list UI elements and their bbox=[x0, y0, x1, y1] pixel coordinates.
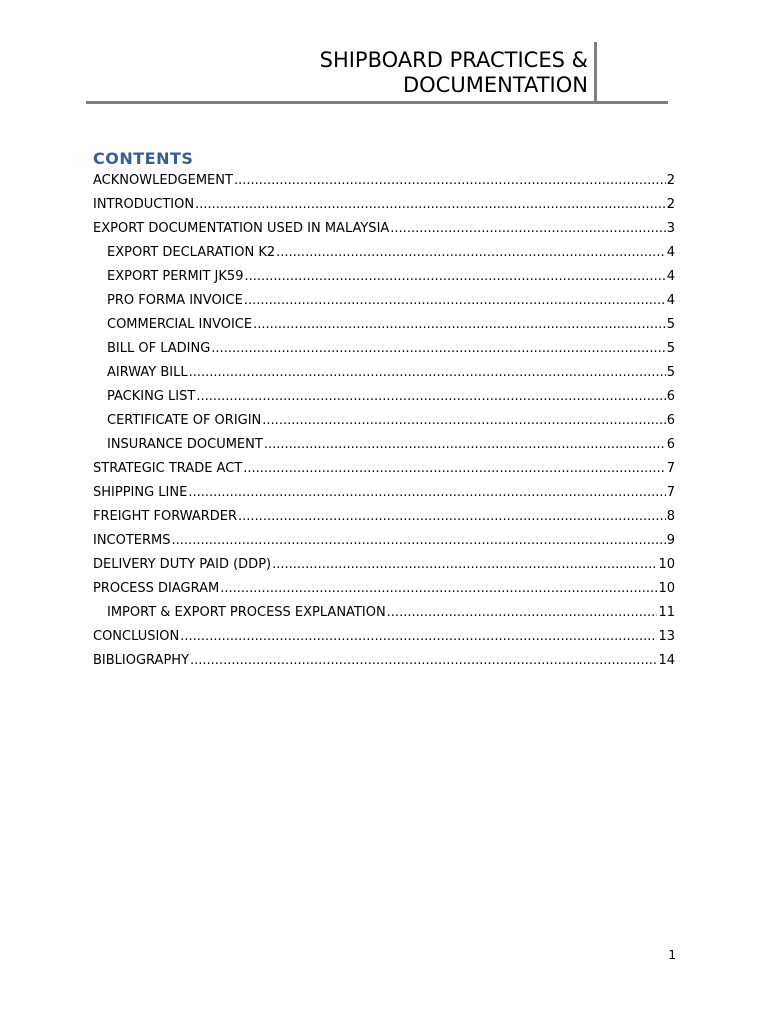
toc-entry-title: CERTIFICATE OF ORIGIN bbox=[107, 413, 262, 428]
toc-entry-title: PROCESS DIAGRAM bbox=[93, 581, 220, 596]
toc-entry-page-number: 4 bbox=[666, 293, 675, 308]
toc-entry[interactable] bbox=[93, 337, 675, 361]
toc-entry-page-number: 9 bbox=[666, 533, 675, 548]
toc-dot-leader bbox=[234, 169, 666, 193]
toc-entry-title: PACKING LIST bbox=[107, 389, 196, 404]
toc-entry[interactable] bbox=[93, 217, 675, 241]
toc-entry-page-number: 11 bbox=[658, 605, 675, 620]
toc-entry[interactable] bbox=[93, 649, 675, 673]
toc-entry-title: SHIPPING LINE bbox=[93, 485, 188, 500]
toc-entry[interactable] bbox=[93, 361, 675, 385]
toc-entry-title: COMMERCIAL INVOICE bbox=[107, 317, 253, 332]
toc-entry-page-number: 4 bbox=[666, 269, 675, 284]
toc-dot-leader bbox=[180, 625, 657, 649]
toc-dot-leader bbox=[190, 649, 657, 673]
toc-dot-leader bbox=[220, 577, 657, 601]
toc-entry-title: INTRODUCTION bbox=[93, 197, 195, 212]
contents-heading: CONTENTS bbox=[93, 149, 194, 168]
toc-entry-title: INSURANCE DOCUMENT bbox=[107, 437, 263, 452]
toc-entry[interactable] bbox=[93, 433, 675, 457]
toc-dot-leader bbox=[196, 385, 665, 409]
toc-entry-page-number: 14 bbox=[658, 653, 675, 668]
toc-entry-title: ACKNOWLEDGEMENT bbox=[93, 173, 233, 188]
toc-entry[interactable] bbox=[93, 625, 675, 649]
toc-entry-page-number: 2 bbox=[666, 197, 675, 212]
toc-entry-title: AIRWAY BILL bbox=[107, 365, 188, 380]
toc-entry-title: EXPORT DECLARATION K2 bbox=[107, 245, 276, 260]
toc-dot-leader bbox=[276, 241, 666, 265]
toc-dot-leader bbox=[387, 601, 658, 625]
toc-entry[interactable] bbox=[93, 601, 675, 625]
toc-dot-leader bbox=[262, 409, 665, 433]
toc-dot-leader bbox=[243, 457, 665, 481]
toc-entry-page-number: 5 bbox=[666, 317, 675, 332]
toc-dot-leader bbox=[253, 313, 666, 337]
document-title-line-1: SHIPBOARD PRACTICES & bbox=[319, 48, 588, 72]
toc-entry[interactable] bbox=[93, 505, 675, 529]
toc-dot-leader bbox=[172, 529, 666, 553]
toc-dot-leader bbox=[272, 553, 657, 577]
toc-dot-leader bbox=[188, 481, 665, 505]
toc-entry-page-number: 10 bbox=[658, 557, 675, 572]
toc-dot-leader bbox=[264, 433, 666, 457]
toc-entry-page-number: 6 bbox=[666, 437, 675, 452]
toc-entry-page-number: 5 bbox=[666, 341, 675, 356]
toc-entry[interactable] bbox=[93, 529, 675, 553]
document-title bbox=[320, 48, 588, 98]
toc-entry-title: EXPORT PERMIT JK59 bbox=[107, 269, 244, 284]
toc-entry-page-number: 5 bbox=[666, 365, 675, 380]
toc-entry-page-number: 4 bbox=[666, 245, 675, 260]
toc-entry-title: INCOTERMS bbox=[93, 533, 171, 548]
toc-entry[interactable] bbox=[93, 409, 675, 433]
toc-entry[interactable] bbox=[93, 241, 675, 265]
header-vertical-divider bbox=[594, 42, 597, 102]
toc-entry-page-number: 8 bbox=[666, 509, 675, 524]
toc-entry-page-number: 7 bbox=[666, 461, 675, 476]
document-title-line-2: DOCUMENTATION bbox=[402, 73, 588, 97]
toc-entry[interactable] bbox=[93, 385, 675, 409]
toc-entry-title: DELIVERY DUTY PAID (DDP) bbox=[93, 557, 272, 572]
toc-dot-leader bbox=[211, 337, 665, 361]
toc-entry-title: BIBLIOGRAPHY bbox=[93, 653, 190, 668]
toc-dot-leader bbox=[189, 361, 666, 385]
toc-entry[interactable] bbox=[93, 313, 675, 337]
toc-entry-page-number: 6 bbox=[666, 413, 675, 428]
toc-dot-leader bbox=[244, 289, 666, 313]
toc-dot-leader bbox=[238, 505, 666, 529]
toc-dot-leader bbox=[390, 217, 665, 241]
toc-dot-leader bbox=[195, 193, 666, 217]
toc-entry-page-number: 7 bbox=[666, 485, 675, 500]
page-number: 1 bbox=[668, 948, 676, 962]
page-header bbox=[86, 42, 668, 104]
toc-entry[interactable] bbox=[93, 289, 675, 313]
toc-dot-leader bbox=[244, 265, 665, 289]
toc-entry-page-number: 3 bbox=[666, 221, 675, 236]
toc-entry[interactable] bbox=[93, 457, 675, 481]
toc-entry-title: EXPORT DOCUMENTATION USED IN MALAYSIA bbox=[93, 221, 390, 236]
toc-entry[interactable] bbox=[93, 265, 675, 289]
toc-entry-page-number: 10 bbox=[658, 581, 675, 596]
toc-entry-page-number: 13 bbox=[658, 629, 675, 644]
toc-entry[interactable] bbox=[93, 577, 675, 601]
toc-entry-title: FREIGHT FORWARDER bbox=[93, 509, 238, 524]
toc-entry-page-number: 2 bbox=[666, 173, 675, 188]
toc-entry-title: IMPORT & EXPORT PROCESS EXPLANATION bbox=[107, 605, 386, 620]
toc-entry-page-number: 6 bbox=[666, 389, 675, 404]
table-of-contents bbox=[93, 169, 675, 673]
toc-entry-title: PRO FORMA INVOICE bbox=[107, 293, 243, 308]
toc-entry[interactable] bbox=[93, 553, 675, 577]
toc-entry[interactable] bbox=[93, 193, 675, 217]
toc-entry-title: CONCLUSION bbox=[93, 629, 180, 644]
toc-entry-title: BILL OF LADING bbox=[107, 341, 211, 356]
toc-entry[interactable] bbox=[93, 481, 675, 505]
toc-entry-title: STRATEGIC TRADE ACT bbox=[93, 461, 243, 476]
toc-entry[interactable] bbox=[93, 169, 675, 193]
